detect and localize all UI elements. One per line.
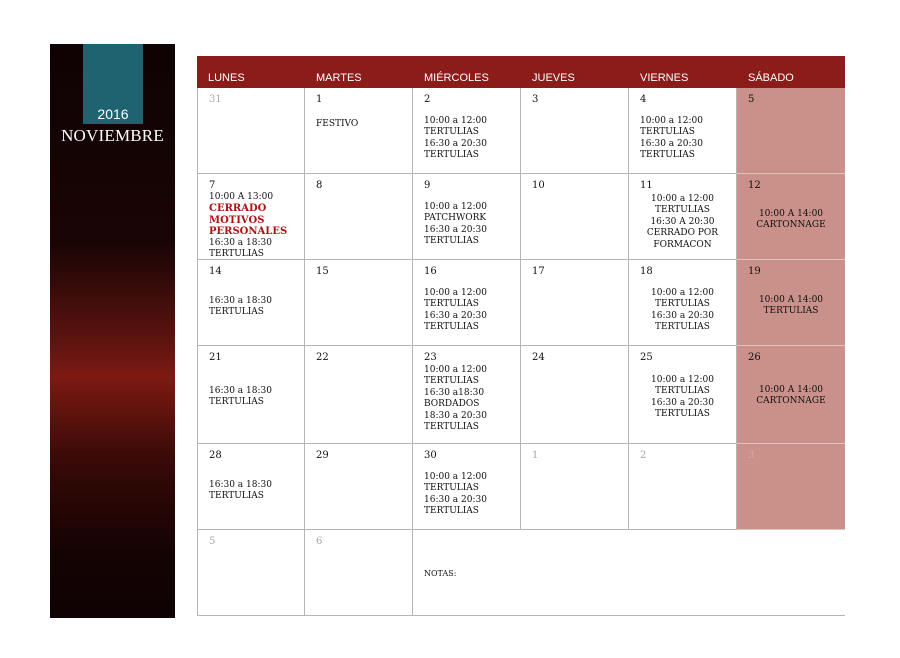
day-number: 2 [424, 94, 431, 105]
calendar [197, 56, 845, 616]
event-line: TERTULIAS [209, 491, 264, 501]
day-cell [629, 444, 737, 530]
event-line: TERTULIAS [424, 483, 479, 493]
closed-notice: PERSONALES [209, 226, 288, 237]
day-cell [197, 260, 305, 346]
day-cell [413, 346, 521, 444]
weekday-thursday: JUEVES [532, 72, 575, 84]
event-line: 10:00 a 12:00 [424, 471, 487, 482]
day-cell-saturday [737, 174, 845, 260]
event-line: CERRADO POR [646, 228, 719, 238]
day-number: 22 [316, 352, 329, 363]
event-line: 16:30 a 20:30 [424, 494, 487, 505]
day-cell [197, 530, 305, 616]
event-line: 16:30 A 20:30 [650, 216, 715, 227]
day-number: 16 [424, 266, 437, 277]
day-cell [629, 88, 737, 174]
day-number: 10 [532, 180, 545, 191]
event-line: TERTULIAS [655, 322, 710, 332]
event-line: 16:30 a 20:30 [651, 397, 714, 408]
event-line: 16:30 a 20:30 [651, 310, 714, 321]
event-line: 18:30 a 20:30 [424, 410, 487, 421]
day-number: 18 [640, 266, 653, 277]
event-line: CARTONNAGE [756, 396, 826, 406]
day-cell [413, 260, 521, 346]
event-line: 10:00 a 12:00 [424, 364, 487, 375]
day-cell [305, 88, 413, 174]
day-cell [305, 346, 413, 444]
day-number: 1 [532, 450, 539, 461]
month-title: NOVIEMBRE [61, 126, 164, 145]
day-cell [197, 346, 305, 444]
event-line: 10:00 a 12:00 [651, 287, 714, 298]
event-line: TERTULIAS [640, 127, 695, 137]
day-number: 19 [748, 266, 761, 277]
event-line: TERTULIAS [640, 150, 695, 160]
day-cell [413, 444, 521, 530]
day-cell [197, 444, 305, 530]
day-number: 15 [316, 266, 329, 277]
event-line: TERTULIAS [424, 127, 479, 137]
day-cell [521, 346, 629, 444]
event-line: 10:00 A 14:00 [758, 294, 824, 305]
day-number: 29 [316, 450, 329, 461]
event-line: TERTULIAS [655, 299, 710, 309]
event-line: 10:00 a 12:00 [424, 287, 487, 298]
day-number: 3 [748, 450, 755, 461]
day-number: 3 [532, 94, 539, 105]
day-cell-saturday [737, 444, 845, 530]
day-cell [305, 444, 413, 530]
event-line: FESTIVO [316, 118, 359, 129]
event-line: 16:30 a 20:30 [424, 310, 487, 321]
event-line: TERTULIAS [655, 386, 710, 396]
notes-area [413, 530, 845, 616]
day-cell [197, 88, 305, 174]
event-line: FORMACON [653, 239, 712, 250]
day-number: 17 [532, 266, 545, 277]
day-number: 12 [748, 180, 761, 191]
event-line: TERTULIAS [655, 409, 710, 419]
weekday-wednesday: MIÉRCOLES [424, 72, 489, 84]
day-number: 30 [424, 450, 437, 461]
event-line: TERTULIAS [655, 205, 710, 215]
event-line: 10:00 A 14:00 [758, 384, 824, 395]
day-number: 26 [748, 352, 761, 363]
day-cell [305, 174, 413, 260]
event-line: BORDADOS [424, 399, 480, 409]
day-number: 8 [316, 180, 323, 191]
event-line: 10:00 A 13:00 [209, 191, 274, 202]
day-number: 9 [424, 180, 431, 191]
day-cell [197, 174, 305, 260]
day-cell-saturday [737, 346, 845, 444]
event-line: 16:30 a 18:30 [209, 385, 272, 396]
day-cell [413, 174, 521, 260]
day-cell [521, 444, 629, 530]
event-line: 16:30 a 18:30 [209, 295, 272, 306]
sidebar-banner [50, 44, 175, 618]
day-number: 6 [316, 536, 323, 547]
event-line: TERTULIAS [424, 376, 479, 386]
event-line: 10:00 a 12:00 [651, 374, 714, 385]
day-cell-saturday [737, 88, 845, 174]
event-line: 16:30 a 18:30 [209, 237, 272, 248]
day-number: 5 [209, 536, 216, 547]
event-line: TERTULIAS [424, 299, 479, 309]
day-number: 5 [748, 94, 755, 105]
year-label: 2016 [97, 106, 129, 122]
day-number: 14 [209, 266, 222, 277]
day-cell [629, 260, 737, 346]
event-line: 16:30 a 20:30 [424, 224, 487, 235]
notes-label: NOTAS: [424, 569, 457, 578]
day-number: 1 [316, 94, 323, 105]
event-line: 10:00 a 12:00 [640, 115, 703, 126]
event-line: TERTULIAS [424, 236, 479, 246]
event-line: TERTULIAS [209, 307, 264, 317]
day-cell [305, 530, 413, 616]
day-number: 23 [424, 352, 437, 363]
event-line: 16:30 a 18:30 [209, 479, 272, 490]
event-line: TERTULIAS [209, 397, 264, 407]
event-line: TERTULIAS [424, 150, 479, 160]
day-number: 31 [209, 94, 222, 105]
day-cell-saturday [737, 260, 845, 346]
event-line: 10:00 a 12:00 [651, 193, 714, 204]
event-line: TERTULIAS [209, 249, 264, 259]
day-cell [521, 88, 629, 174]
event-line: CARTONNAGE [756, 220, 826, 230]
day-number: 7 [209, 180, 216, 191]
event-line: 10:00 a 12:00 [424, 201, 487, 212]
weekday-friday: VIERNES [640, 72, 689, 84]
day-number: 21 [209, 352, 222, 363]
event-line: 10:00 A 14:00 [758, 208, 824, 219]
calendar-grid [197, 88, 845, 616]
weekday-saturday: SÁBADO [748, 72, 794, 84]
weekday-header [197, 56, 845, 88]
event-line: 10:00 a 12:00 [424, 115, 487, 126]
event-line: 16:30 a18:30 [424, 387, 485, 398]
day-cell [521, 260, 629, 346]
day-number: 2 [640, 450, 647, 461]
day-cell [629, 174, 737, 260]
event-line: TERTULIAS [424, 506, 479, 516]
day-cell [629, 346, 737, 444]
event-line: TERTULIAS [763, 306, 819, 316]
day-cell [413, 88, 521, 174]
event-line: PATCHWORK [424, 213, 487, 223]
closed-notice: MOTIVOS [209, 214, 265, 226]
event-line: TERTULIAS [424, 322, 479, 332]
event-line: 16:30 a 20:30 [424, 138, 487, 149]
day-cell [305, 260, 413, 346]
day-number: 4 [640, 94, 647, 105]
weekday-tuesday: MARTES [316, 72, 362, 84]
day-number: 24 [532, 352, 545, 363]
day-number: 28 [209, 450, 222, 461]
weekday-monday: LUNES [208, 72, 245, 84]
day-number: 11 [640, 180, 653, 191]
closed-notice: CERRADO [209, 203, 267, 214]
day-number: 25 [640, 352, 653, 363]
event-line: 16:30 a 20:30 [640, 138, 703, 149]
day-cell [521, 174, 629, 260]
event-line: TERTULIAS [424, 422, 479, 432]
